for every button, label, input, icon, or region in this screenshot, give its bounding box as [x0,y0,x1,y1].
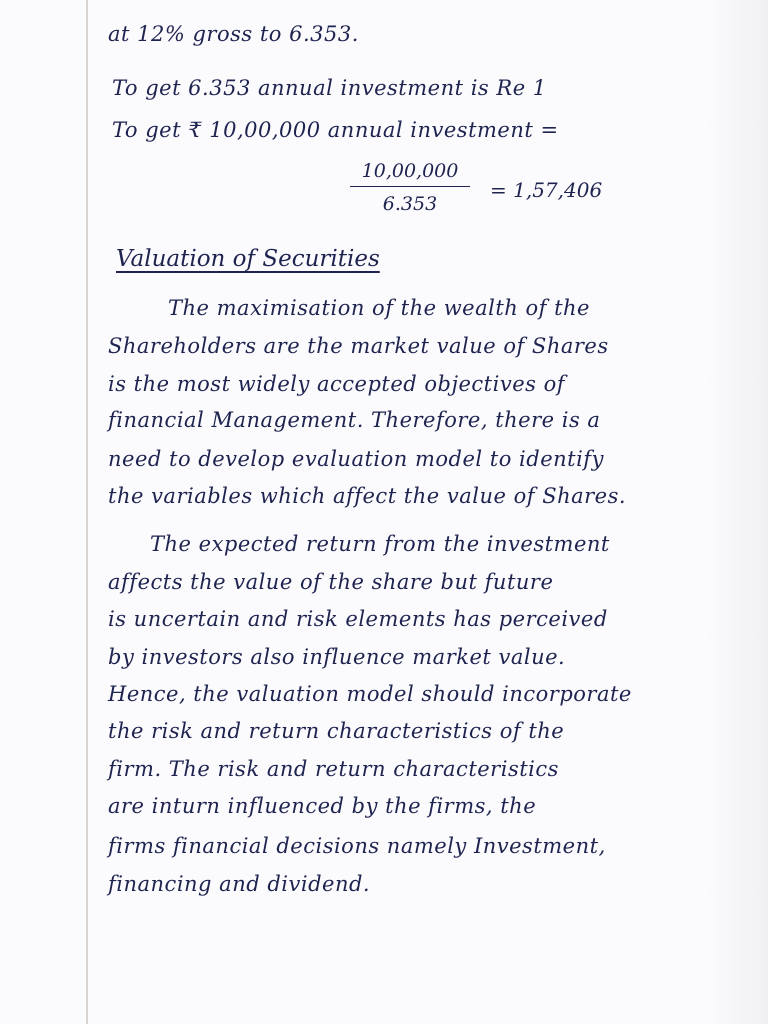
body-line-8: affects the value of the share but future [108,570,554,594]
body-line-4: financial Management. Therefore, there is a [108,408,601,432]
fraction-numerator: 10,00,000 [350,160,470,187]
body-line-15: firms financial decisions namely Investment, [108,834,606,858]
body-line-1: The maximisation of the wealth of the [168,296,590,320]
body-line-14: are inturn influenced by the firms, the [108,794,537,818]
body-line-2: Shareholders are the market value of Shares [108,334,609,358]
body-line-6: the variables which affect the value of Shares. [108,484,627,508]
body-line-9: is uncertain and risk elements has perceived [108,607,608,631]
body-line-11: Hence, the valuation model should incorporate [108,682,632,706]
calc-line-1: at 12% gross to 6.353. [108,22,359,46]
fraction-denominator: 6.353 [382,193,438,215]
calc-line-2: To get 6.353 annual investment is Re 1 [112,76,547,100]
fraction [350,160,470,215]
margin-line [86,0,88,1024]
body-line-5: need to develop evaluation model to identify [108,447,604,471]
body-line-7: The expected return from the investment [150,532,610,556]
section-heading: Valuation of Securities [116,246,380,272]
body-line-3: is the most widely accepted objectives of [108,372,565,396]
fraction-result: = 1,57,406 [490,178,603,202]
page-edge-shadow [708,0,768,1024]
body-line-10: by investors also influence market value. [108,645,566,669]
body-line-13: firm. The risk and return characteristics [108,757,559,781]
calc-line-3: To get ₹ 10,00,000 annual investment = [112,118,559,142]
body-line-12: the risk and return characteristics of the [108,719,565,743]
body-line-16: financing and dividend. [108,872,371,896]
